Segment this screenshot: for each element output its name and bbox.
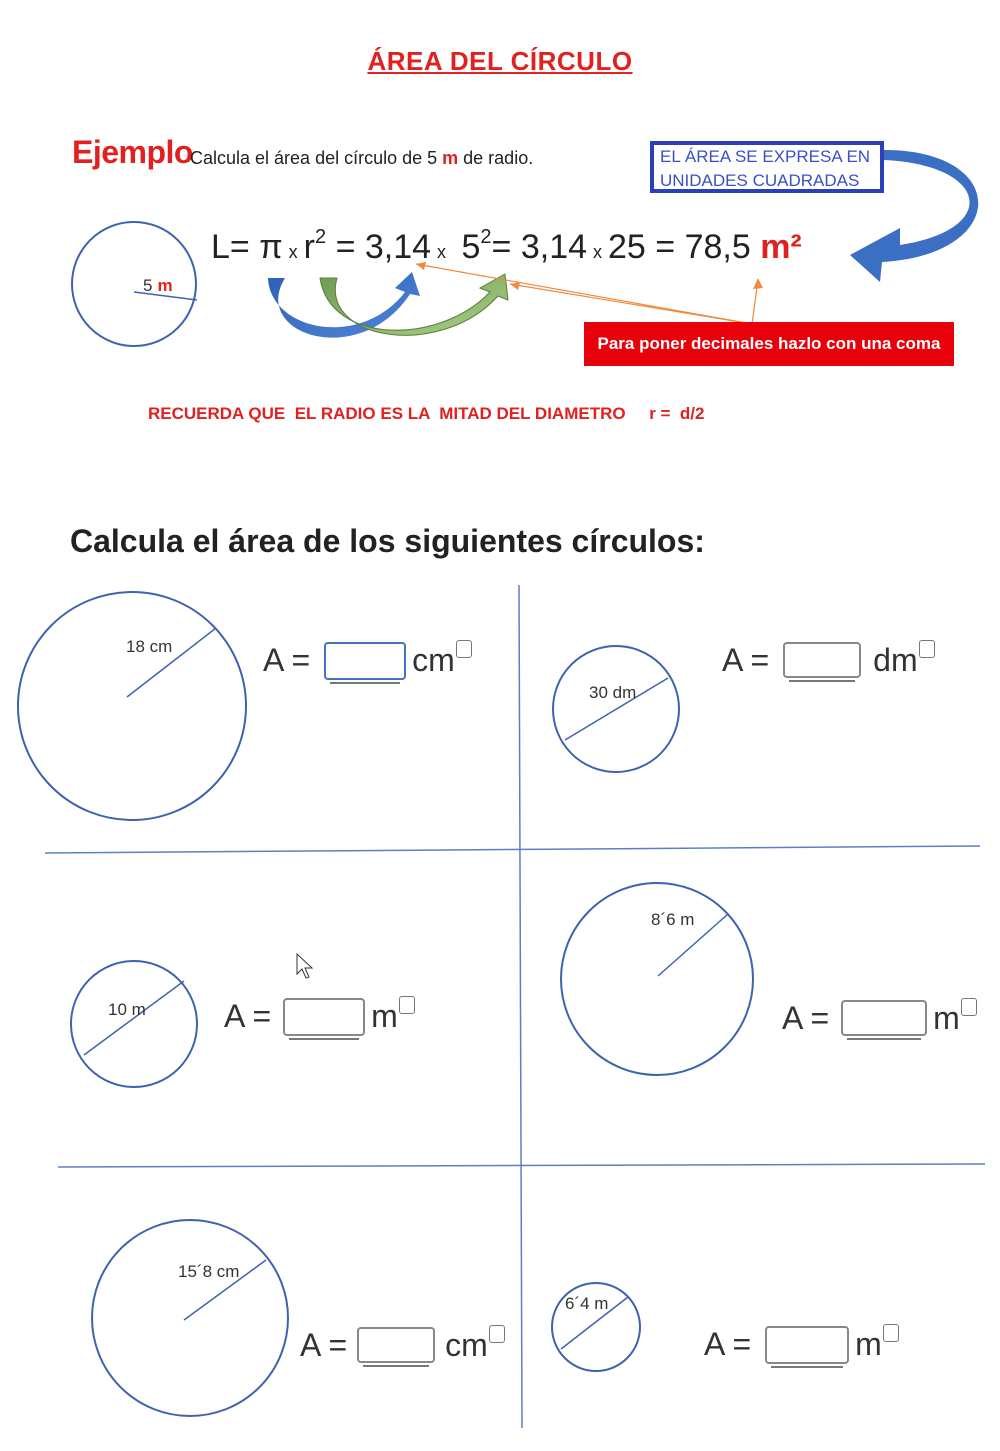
superscript-box xyxy=(399,996,415,1014)
answer-row-6 xyxy=(704,1326,899,1364)
formula-part: 5 xyxy=(452,228,481,266)
example-text-before: Calcula el área del círculo de 5 xyxy=(190,148,443,168)
page-title: ÁREA DEL CÍRCULO xyxy=(367,46,633,76)
grid-vertical-line xyxy=(519,585,522,1428)
units-note-box: EL ÁREA SE EXPRESA EN UNIDADES CUADRADAS xyxy=(650,141,884,193)
example-circle xyxy=(72,222,196,346)
example-text-unit: m xyxy=(442,148,459,168)
exercise-1-label: 18 cm xyxy=(126,637,173,656)
formula-part: 25 = 78,5 xyxy=(608,228,761,266)
grid-horizontal-line-1 xyxy=(45,846,980,853)
example-radius-label xyxy=(143,276,173,295)
formula-times: x xyxy=(288,242,298,262)
formula-times: x xyxy=(437,242,447,262)
exercise-5-label: 15´8 cm xyxy=(178,1262,240,1281)
answer-prefix: A = xyxy=(704,1326,752,1362)
decimals-note-box: Para poner decimales hazlo con una coma xyxy=(584,322,954,366)
answer-row-2 xyxy=(722,642,935,679)
answer-prefix: A = xyxy=(224,998,272,1034)
example-radius-unit: m xyxy=(157,276,173,295)
example-graphics xyxy=(0,0,1000,450)
exercise-heading: Calcula el área de los siguientes círculos: xyxy=(70,523,705,559)
pointer-line-2 xyxy=(510,284,752,324)
formula-part: r xyxy=(303,228,315,266)
exercise-6-label: 6´4 m xyxy=(565,1294,609,1313)
answer-row-4 xyxy=(782,1000,977,1037)
answer-row-5 xyxy=(300,1327,505,1364)
example-formula xyxy=(211,228,802,267)
answer-input-3[interactable] xyxy=(283,998,365,1036)
superscript-box xyxy=(456,640,472,658)
superscript-box xyxy=(919,640,935,658)
answer-unit: cm xyxy=(445,1327,488,1363)
answer-prefix: A = xyxy=(300,1327,348,1363)
example-label: Ejemplo xyxy=(72,134,193,170)
formula-exponent: 2 xyxy=(315,226,327,248)
formula-part: L= π xyxy=(211,228,283,266)
answer-input-6[interactable] xyxy=(765,1326,849,1364)
reminder-text: RECUERDA QUE EL RADIO ES LA MITAD DEL DIAMETRO r = d/2 xyxy=(148,404,705,423)
formula-times: x xyxy=(593,242,603,262)
example-text-after: de radio. xyxy=(458,148,534,168)
exercise-circle-3 xyxy=(71,961,197,1087)
answer-prefix: A = xyxy=(263,642,311,678)
superscript-box xyxy=(883,1324,899,1342)
superscript-box xyxy=(961,998,977,1016)
answer-unit: m xyxy=(933,1000,960,1036)
formula-exponent: 2 xyxy=(480,226,492,248)
exercise-circle-5 xyxy=(92,1220,288,1416)
answer-row-3 xyxy=(224,998,415,1036)
exercise-circle-1 xyxy=(18,592,246,820)
answer-unit: dm xyxy=(873,642,918,678)
answer-row-1 xyxy=(263,642,472,680)
exercise-3-label: 10 m xyxy=(108,1000,146,1019)
formula-part: = 3,14 xyxy=(326,228,432,266)
answer-prefix: A = xyxy=(722,642,770,678)
answer-input-2[interactable] xyxy=(783,642,861,678)
formula-result-unit: m² xyxy=(760,228,802,266)
mouse-cursor-icon xyxy=(297,954,312,978)
superscript-box xyxy=(489,1325,505,1343)
example-radius-value: 5 xyxy=(143,276,153,295)
exercise-2-label: 30 dm xyxy=(589,683,637,702)
answer-unit: m xyxy=(855,1326,882,1362)
formula-part: = 3,14 xyxy=(491,228,588,266)
answer-input-4[interactable] xyxy=(841,1000,927,1036)
answer-unit: m xyxy=(371,998,398,1034)
curved-arrow-blue-large xyxy=(850,150,978,282)
answer-unit: cm xyxy=(412,642,455,678)
exercise-4-label: 8´6 m xyxy=(651,910,695,929)
answer-prefix: A = xyxy=(782,1000,830,1036)
answer-input-1[interactable] xyxy=(324,642,406,680)
answer-input-5[interactable] xyxy=(357,1327,435,1363)
curved-arrow-blue xyxy=(268,272,420,338)
